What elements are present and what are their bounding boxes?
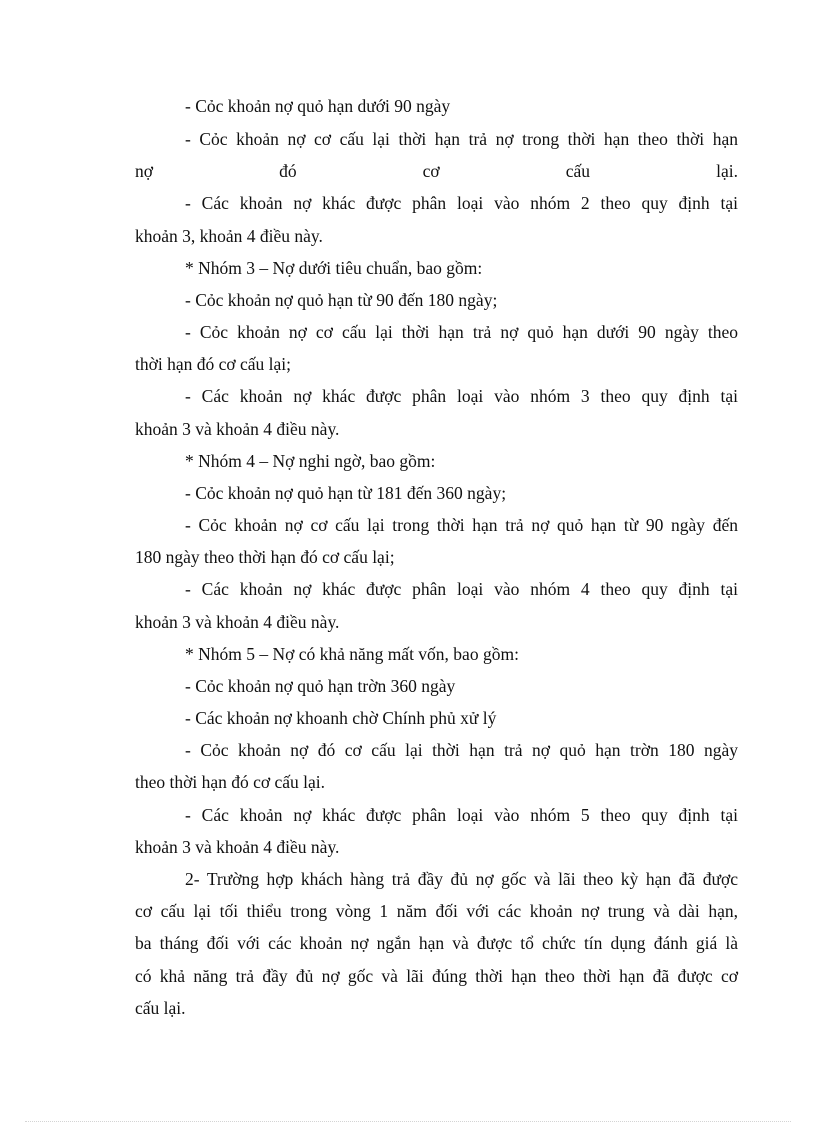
- text-line: theo thời hạn đó cơ cấu lại.: [135, 772, 326, 792]
- text-line: khoản 3 và khoản 4 điều này.: [135, 837, 340, 857]
- text-line: 180 ngày theo thời hạn đó cơ cấu lại;: [135, 547, 395, 567]
- text-line: - Các khoản nợ khác được phân loại vào nhóm 2 theo quy định tại: [185, 193, 738, 213]
- group-heading: * Nhóm 5 – Nợ có khả năng mất vốn, bao gồm:: [185, 644, 519, 664]
- text-line: - Cỏc khoản nợ cơ cấu lại trong thời hạn trả nợ quỏ hạn từ 90 ngày đến: [185, 515, 738, 535]
- text-line: thời hạn đó cơ cấu lại;: [135, 354, 292, 374]
- text-line: - Cỏc khoản nợ quỏ hạn từ 181 đến 360 ngày;: [185, 483, 507, 503]
- text-line: - Cỏc khoản nợ quỏ hạn dưới 90 ngày: [185, 96, 451, 116]
- text-line: khoản 3 và khoản 4 điều này.: [135, 612, 340, 632]
- text-line: - Cỏc khoản nợ cơ cấu lại thời hạn trả nợ trong thời hạn theo thời hạn: [185, 129, 738, 149]
- text-line: nợ đó cơ cấu lại.: [135, 161, 738, 181]
- group-heading: * Nhóm 3 – Nợ dưới tiêu chuẩn, bao gồm:: [185, 258, 483, 278]
- text-line: - Các khoản nợ khác được phân loại vào nhóm 5 theo quy định tại: [185, 805, 738, 825]
- text-line: - Các khoản nợ khoanh chờ Chính phủ xử lý: [185, 708, 497, 728]
- text-line: khoản 3, khoản 4 điều này.: [135, 226, 323, 246]
- text-line: - Cỏc khoản nợ cơ cấu lại thời hạn trả nợ quỏ hạn dưới 90 ngày theo: [185, 322, 738, 342]
- text-line: - Các khoản nợ khác được phân loại vào nhóm 3 theo quy định tại: [185, 386, 738, 406]
- paragraph-line: có khả năng trả đầy đủ nợ gốc và lãi đúng thời hạn theo thời hạn đã được cơ: [135, 966, 738, 986]
- group-heading: * Nhóm 4 – Nợ nghi ngờ, bao gồm:: [185, 451, 436, 471]
- paragraph-line: cơ cấu lại tối thiểu trong vòng 1 năm đối với các khoản nợ trung và dài hạn,: [135, 901, 738, 921]
- text-line: - Cỏc khoản nợ đó cơ cấu lại thời hạn trả nợ quỏ hạn trờn 180 ngày: [185, 740, 738, 760]
- paragraph-line: cấu lại.: [135, 998, 186, 1018]
- text-line: - Cỏc khoản nợ quỏ hạn trờn 360 ngày: [185, 676, 456, 696]
- paragraph-line: ba tháng đối với các khoản nợ ngắn hạn và được tổ chức tín dụng đánh giá là: [135, 933, 738, 953]
- text-line: khoản 3 và khoản 4 điều này.: [135, 419, 340, 439]
- text-line: - Các khoản nợ khác được phân loại vào nhóm 4 theo quy định tại: [185, 579, 738, 599]
- page-bottom-divider: [25, 1121, 791, 1122]
- text-line: - Cỏc khoản nợ quỏ hạn từ 90 đến 180 ngày;: [185, 290, 498, 310]
- paragraph-line: 2- Trường hợp khách hàng trả đầy đủ nợ gốc và lãi theo kỳ hạn đã được: [185, 869, 738, 889]
